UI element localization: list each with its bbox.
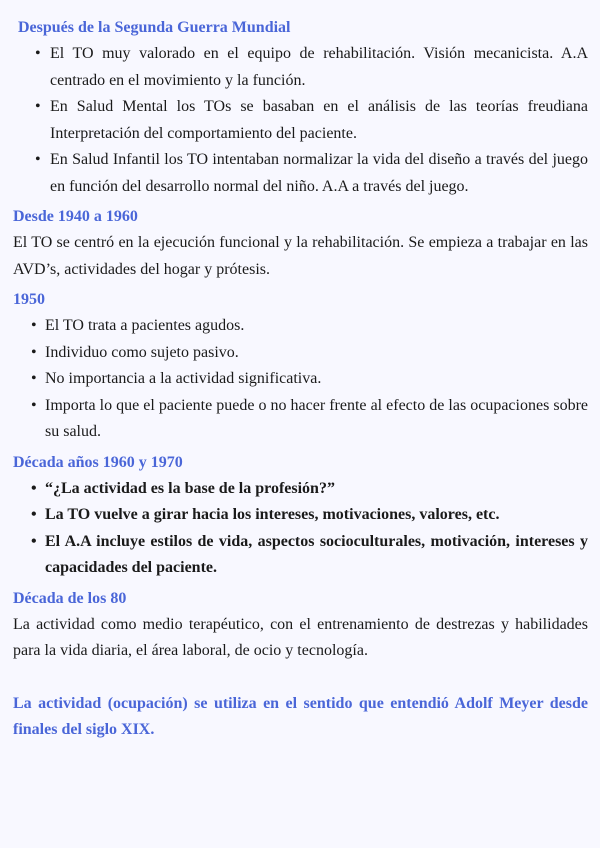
paragraph-1940-1960: El TO se centró en la ejecución funcional y la rehabilitación. Se empieza a trabajar en las AVD’s, actividades del hogar y prótesis.: [13, 234, 588, 278]
section-heading-1960-1970: Década años 1960 y 1970: [13, 453, 183, 471]
list-item: • Individuo como sujeto pasivo.: [13, 340, 588, 367]
section-heading-80s: Década de los 80: [13, 589, 127, 607]
closing-statement: La actividad (ocupación) se utiliza en el sentido que entendió Adolf Meyer desde finales del siglo XIX.: [13, 694, 588, 738]
section-heading-1950: 1950: [13, 291, 45, 308]
section-heading-1940-1960: Desde 1940 a 1960: [13, 208, 138, 225]
list-item: • La TO vuelve a girar hacia los intereses, motivaciones, valores, etc.: [13, 502, 588, 529]
list-item: • El TO muy valorado en el equipo de rehabilitación. Visión mecanicista. A.A centrado en el movimiento y la función.: [13, 41, 588, 94]
list-1960-1970: [13, 476, 588, 582]
list-item: • “¿La actividad es la base de la profesión?”: [13, 476, 588, 503]
section-heading-posguerra: Después de la Segunda Guerra Mundial: [18, 19, 291, 36]
list-item: • En Salud Mental los TOs se basaban en el análisis de las teorías freudiana Interpretación del comportamiento del paciente.: [13, 94, 588, 147]
list-item: • Importa lo que el paciente puede o no hacer frente al efecto de las ocupaciones sobre su salud.: [13, 393, 588, 446]
list-item: • El TO trata a pacientes agudos.: [13, 313, 588, 340]
paragraph-80s: La actividad como medio terapéutico, con el entrenamiento de destrezas y habilidades para la vida diaria, el área laboral, de ocio y tecnología.: [13, 615, 588, 659]
list-item: • El A.A incluye estilos de vida, aspectos socioculturales, motivación, intereses y capacidades del paciente.: [13, 529, 588, 582]
list-item: • En Salud Infantil los TO intentaban normalizar la vida del diseño a través del juego en función del desarrollo normal del niño. A.A a través del juego.: [13, 147, 588, 200]
list-1950: [13, 313, 588, 446]
list-item: • No importancia a la actividad significativa.: [13, 366, 588, 393]
posguerra-list: [13, 41, 588, 200]
